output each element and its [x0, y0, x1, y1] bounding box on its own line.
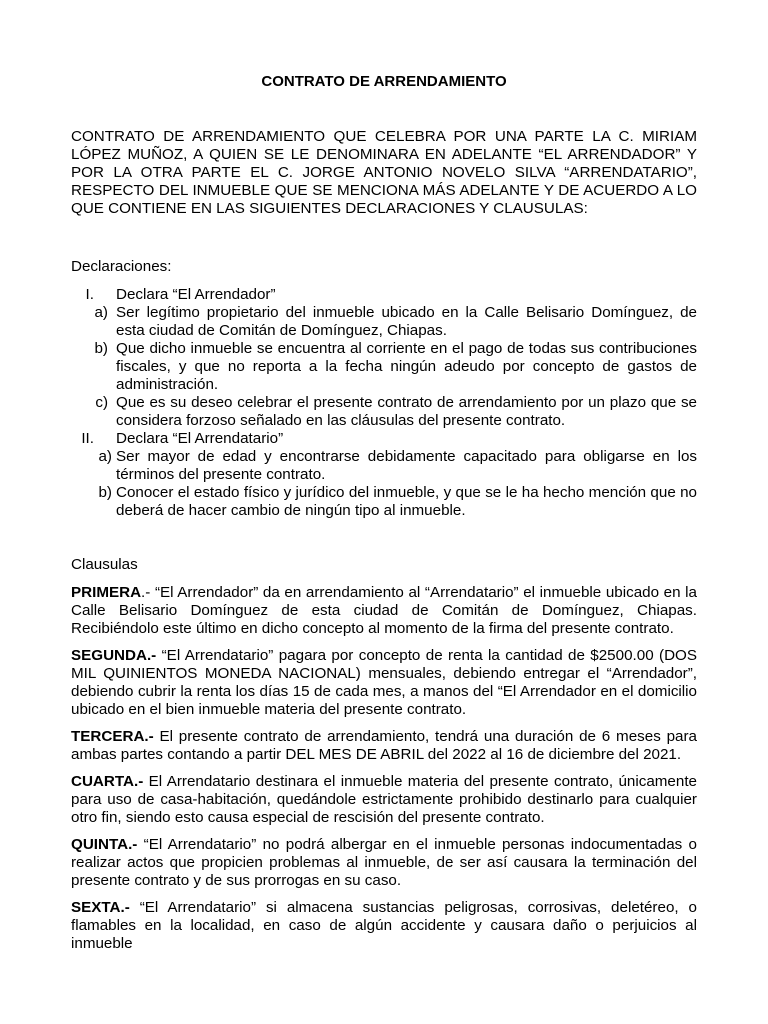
clause-paragraph [71, 836, 697, 890]
intro-paragraph: CONTRATO DE ARRENDAMIENTO QUE CELEBRA POR UNA PARTE LA C. MIRIAM LÓPEZ MUÑOZ, A QUIEN SE LE DENOMINARA EN ADELANTE “EL ARRENDADOR” Y POR LA OTRA PARTE EL C. JORGE ANTONIO NOVELO SILVA “ARRENDATARIO”, RESPECTO DEL INMUEBLE QUE SE MENCIONA MÁS ADELANTE Y DE ACUERDO A LO QUE CONTIENE EN LAS SIGUIENTES DECLARACIONES Y CLAUSULAS: [71, 128, 697, 217]
subitem-marker: b) [94, 340, 108, 357]
clause-label: CUARTA.- [71, 773, 144, 790]
declarations-list [71, 286, 697, 520]
declaration-marker: I. [85, 286, 94, 303]
declaration-text: Declara “El Arrendatario” [116, 430, 284, 447]
clause-paragraph [71, 728, 697, 764]
clause-paragraph [71, 647, 697, 719]
declaration-marker: II. [81, 430, 94, 447]
clause-text: El presente contrato de arrendamiento, tendrá una duración de 6 meses para ambas partes contando a partir DEL MES DE ABRIL del 2022 al 16 de diciembre del 2021. [71, 728, 697, 763]
clause-paragraph [71, 899, 697, 953]
declaration-text: Declara “El Arrendador” [116, 286, 276, 303]
subitem-text: Ser legítimo propietario del inmueble ubicado en la Calle Belisario Domínguez, de esta ciudad de Comitán de Domínguez, Chiapas. [116, 304, 697, 339]
subitem-text: Que es su deseo celebrar el presente contrato de arrendamiento por un plazo que se considera forzoso señalado en las cláusulas del presente contrato. [116, 394, 697, 429]
declarations-heading: Declaraciones: [71, 258, 172, 275]
declaration-item [71, 286, 697, 304]
declaration-subitem [71, 448, 697, 484]
clause-label: TERCERA.- [71, 728, 154, 745]
subitem-marker: c) [95, 394, 108, 411]
declaration-subitem [71, 484, 697, 520]
clause-separator: .- [141, 584, 155, 601]
clause-text: El Arrendatario destinara el inmueble materia del presente contrato, únicamente para uso de casa-habitación, quedándole estrictamente prohibido destinarlo para cualquier otro fin, siendo esto causa especial de rescisión del presente contrato. [71, 773, 697, 826]
clauses-list [71, 584, 697, 962]
clause-text: “El Arrendador” da en arrendamiento al “Arrendatario” el inmueble ubicado en la Calle Belisario Domínguez de esta ciudad de Comitán de Domínguez, Chiapas. Recibiéndolo este último en dicho concepto al momento de la firma del presente contrato. [71, 584, 697, 637]
clause-paragraph [71, 584, 697, 638]
clause-label: SEXTA.- [71, 899, 130, 916]
clause-paragraph [71, 773, 697, 827]
clause-separator [130, 899, 140, 916]
subitem-marker: b) [98, 484, 112, 501]
clause-text: “El Arrendatario” pagara por concepto de renta la cantidad de $2500.00 (DOS MIL QUINIENTOS MONEDA NACIONAL) mensuales, debiendo entregar el “Arrendador”, debiendo cubrir la renta los días 15 de cada mes, a manos del “El Arrendador en el domicilio ubicado en el bien inmueble materia del presente contrato. [71, 647, 697, 718]
declaration-subitem [71, 340, 697, 394]
declaration-subitem [71, 304, 697, 340]
subitem-text: Que dicho inmueble se encuentra al corriente en el pago de todas sus contribuciones fiscales, y que no reporta a la fecha ningún adeudo por concepto de gastos de administración. [116, 340, 697, 393]
declaration-item [71, 430, 697, 448]
clauses-heading: Clausulas [71, 556, 138, 573]
clause-label: SEGUNDA.- [71, 647, 157, 664]
clause-label: PRIMERA [71, 584, 142, 601]
clause-text: “El Arrendatario” no podrá albergar en el inmueble personas indocumentadas o realizar actos que propicien problemas al inmueble, de ser así causara la terminación del presente contrato y de sus prorrogas en su caso. [71, 836, 697, 889]
subitem-marker: a) [98, 448, 112, 465]
declaration-subitem [71, 394, 697, 430]
document-title: CONTRATO DE ARRENDAMIENTO [261, 73, 507, 90]
clause-text: “El Arrendatario” si almacena sustancias peligrosas, corrosivas, deletéreo, o flamables en la localidad, en caso de algún accidente y causara daño o perjuicios al inmueble [71, 899, 697, 952]
subitem-text: Conocer el estado físico y jurídico del inmueble, y que se le ha hecho mención que no deberá de hacer cambio de ningún tipo al inmueble. [116, 484, 697, 519]
clause-label: QUINTA.- [71, 836, 138, 853]
subitem-marker: a) [94, 304, 108, 321]
subitem-text: Ser mayor de edad y encontrarse debidamente capacitado para obligarse en los términos del presente contrato. [116, 448, 697, 483]
